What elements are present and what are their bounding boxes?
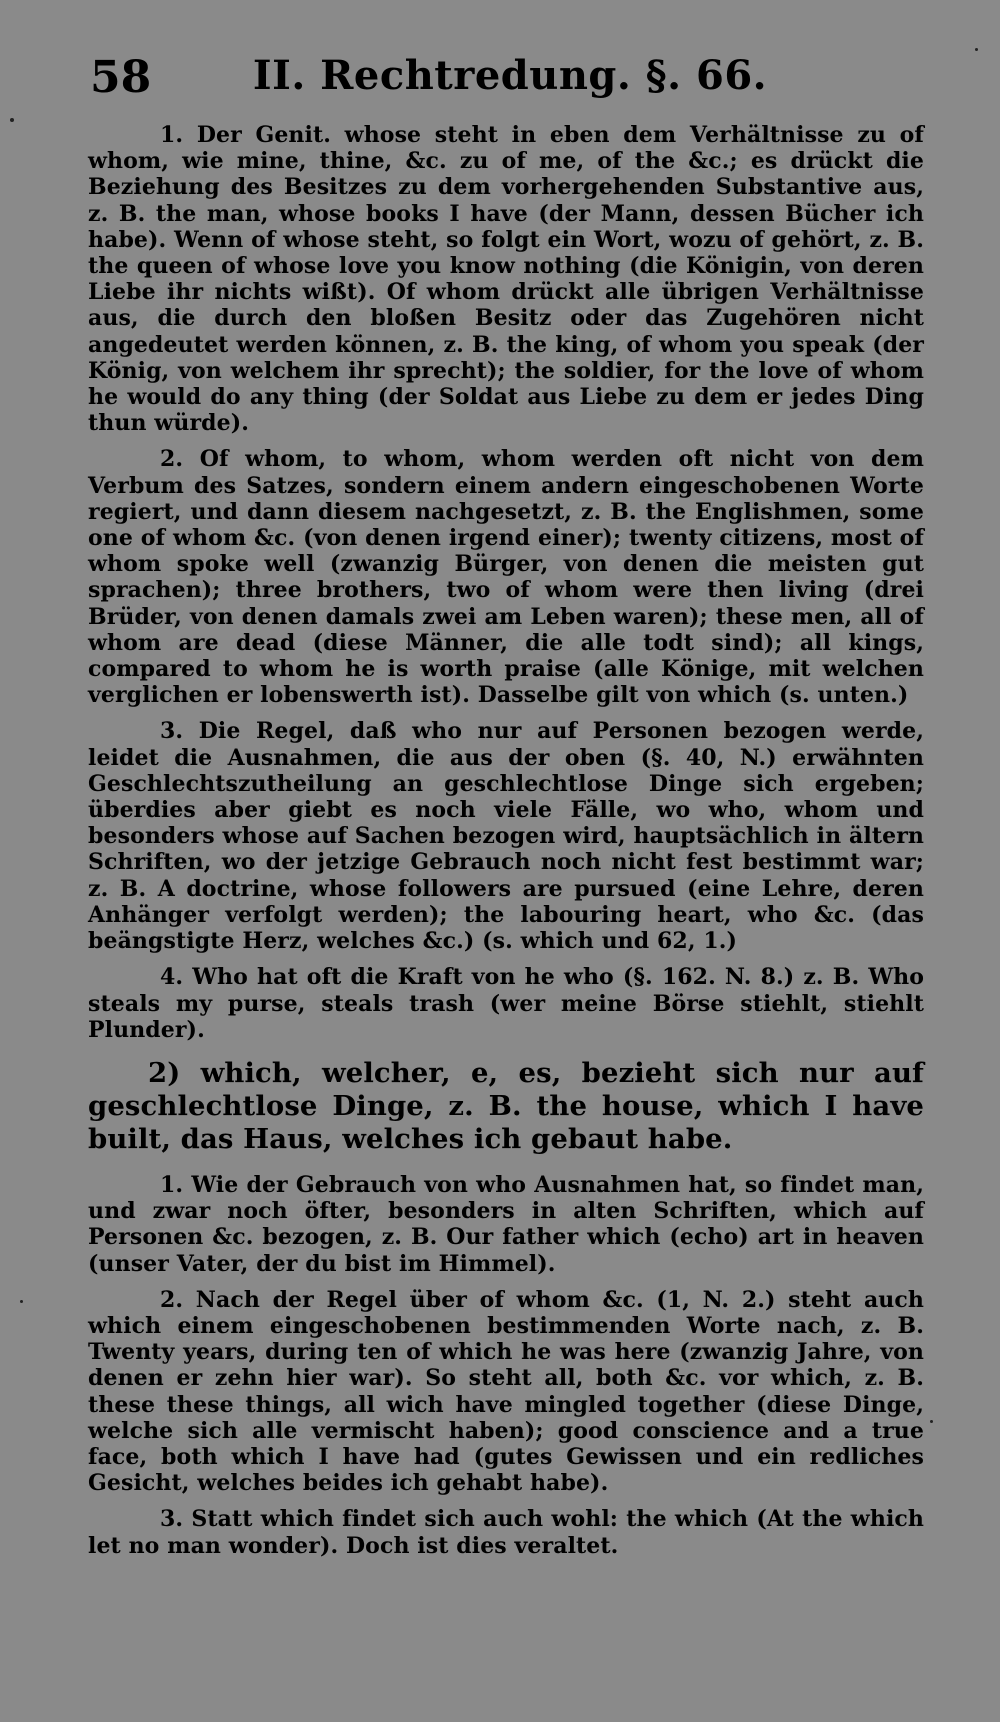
page-body	[88, 122, 924, 1569]
scan-speck	[10, 118, 14, 122]
paragraph-of-whom: 2. Of whom, to whom, whom werden oft nicht von dem Verbum des Satzes, sondern einem andern eingeschobenen Worte regiert, und dann diesem nachgesetzt, z. B. the Englishmen, some one of whom &c. (von denen irgend einer); twenty citizens, most of whom spoke well (zwanzig Bürger, von denen die meisten gut sprachen); three brothers, two of whom were then living (drei Brüder, von denen damals zwei am Leben waren); these men, all of whom are dead (diese Männer, die alle todt sind); all kings, compared to whom he is worth praise (alle Könige, mit welchen verglichen er lobenswerth ist). Dasselbe gilt von which (s. unten.)	[88, 446, 924, 709]
page-header	[90, 52, 930, 112]
paragraph-which-persons: 1. Wie der Gebrauch von who Ausnahmen hat, so findet man, und zwar noch öfter, besonders in alten Schriften, which auf Personen &c. bezogen, z. B. Our father which (echo) art in heaven (unser Vater, der du bist im Himmel).	[88, 1171, 924, 1277]
paragraph-genitive-whose: 1. Der Genit. whose steht in eben dem Verhältnisse zu of whom, wie mine, thine, &c. zu of me, of the &c.; es drückt die Beziehung des Besitzes zu dem vorhergehenden Substantive aus, z. B. the man, whose books I have (der Mann, dessen Bücher ich habe). Wenn of whose steht, so folgt ein Wort, wozu of gehört, z. B. the queen of whose love you know nothing (die Königin, von deren Liebe ihr nichts wißt). Of whom drückt alle übrigen Verhältnisse aus, die durch den bloßen Besitz oder das Zugehören nicht angedeutet werden können, z. B. the king, of whom you speak (der König, von welchem ihr sprecht); the soldier, for the love of whom he would do any thing (der Soldat aus Liebe zu dem er jedes Ding thun würde).	[88, 122, 925, 437]
paragraph-which-heading: 2) which, welcher, e, es, bezieht sich nur auf geschlechtlose Dinge, z. B. the house, which I have built, das Haus, welches ich gebaut habe.	[88, 1056, 924, 1155]
paragraph-which-inserted: 2. Nach der Regel über of whom &c. (1, N. 2.) steht auch which einem eingeschobenen bestimmenden Worte nach, z. B. Twenty years, during ten of which he was here (zwanzig Jahre, von denen er zehn hier war). So steht all, both &c. vor which, z. B. these these things, all wich have mingled together (diese Dinge, welche sich alle vermischt haben); good conscience and a true face, both which I have had (gutes Gewissen und ein redliches Gesicht, welches beides ich gehabt habe).	[88, 1286, 924, 1497]
paragraph-who-he-who: 4. Who hat oft die Kraft von he who (§. 162. N. 8.) z. B. Who steals my purse, steals trash (wer meine Börse stiehlt, stiehlt Plunder).	[88, 964, 924, 1043]
scan-speck	[975, 48, 978, 51]
page-number: 58	[90, 52, 152, 103]
paragraph-who-rule: 3. Die Regel, daß who nur auf Personen bezogen werde, leidet die Ausnahmen, die aus der oben (§. 40, N.) erwähnten Geschlechtszutheilung an geschlechtlose Dinge sich ergeben; überdies aber giebt es noch viele Fälle, wo who, whom und besonders whose auf Sachen bezogen wird, hauptsächlich in ältern Schriften, wo der jetzige Gebrauch noch nicht fest bestimmt war; z. B. A doctrine, whose followers are pursued (eine Lehre, deren Anhänger verfolgt werden); the labouring heart, who &c. (das beängstigte Herz, welches &c.) (s. which und 62, 1.)	[88, 718, 924, 955]
scan-speck	[20, 1300, 23, 1303]
scan-speck	[930, 1420, 933, 1423]
paragraph-the-which: 3. Statt which findet sich auch wohl: the which (At the which let no man wonder). Doch ist dies veraltet.	[88, 1506, 924, 1559]
running-title: II. Rechtredung. §. 66.	[252, 52, 768, 99]
